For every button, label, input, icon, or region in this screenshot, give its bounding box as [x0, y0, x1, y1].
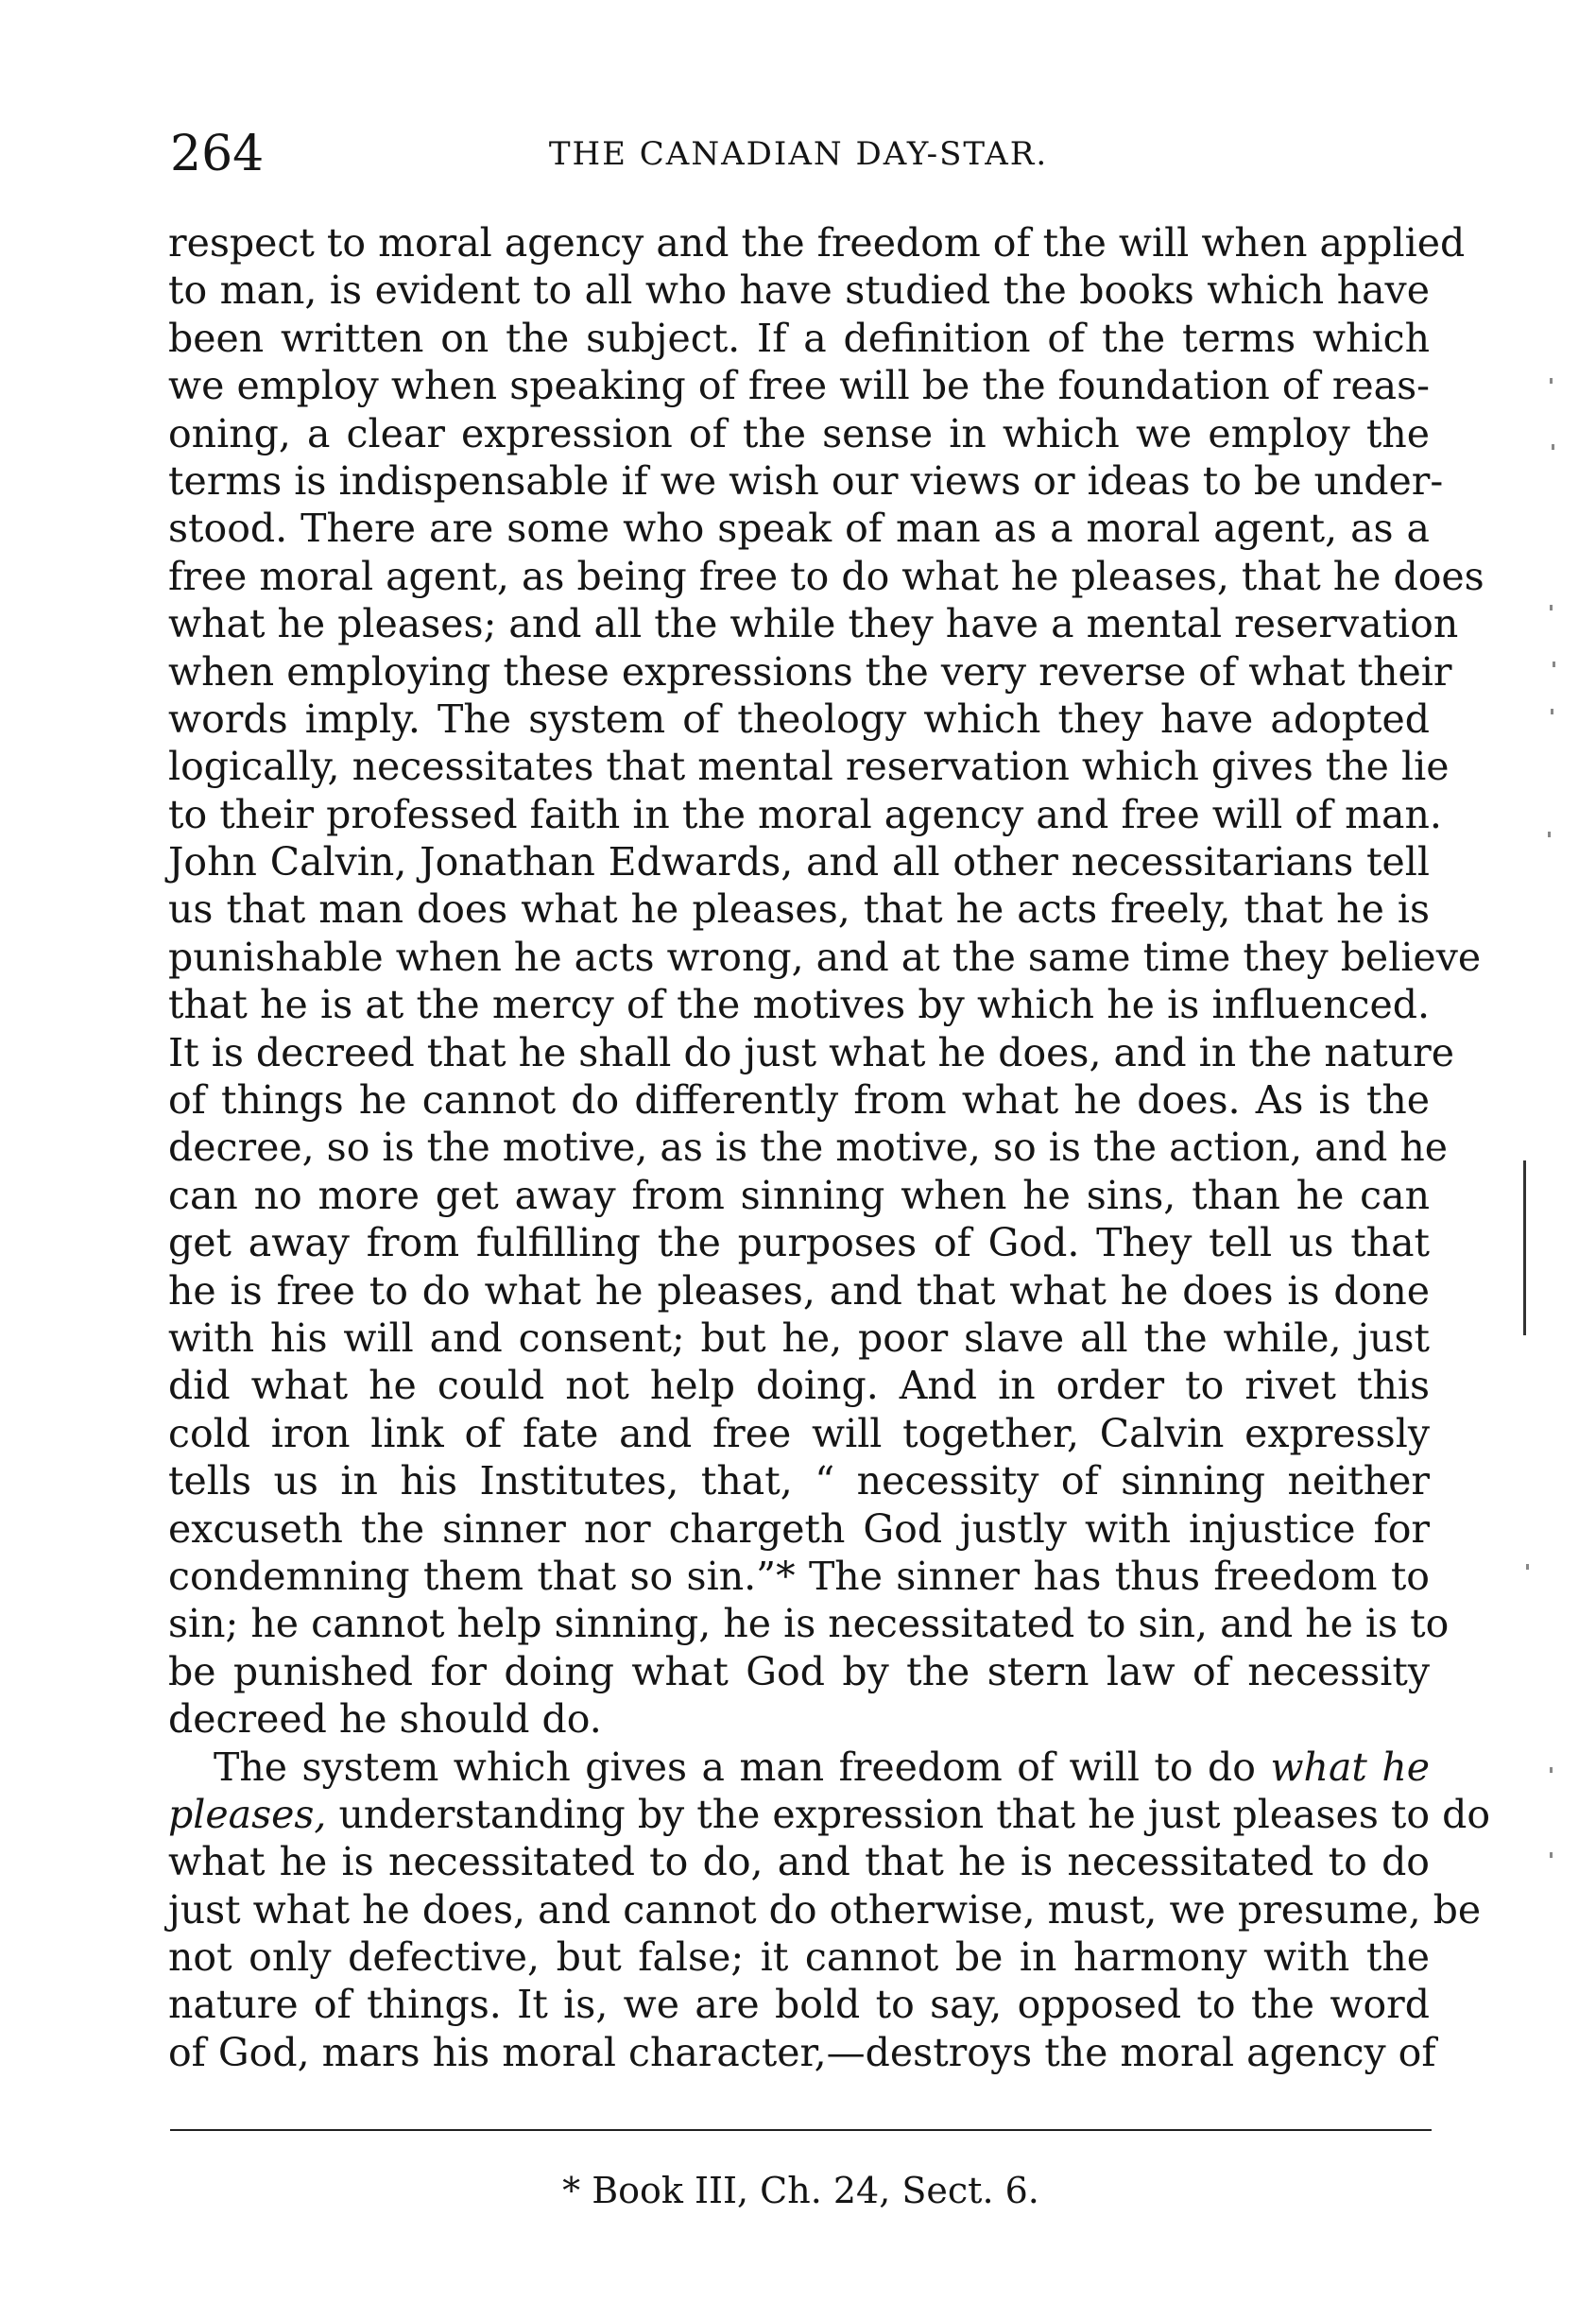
margin-mark [1523, 1160, 1526, 1335]
running-head: THE CANADIAN DAY-STAR. [548, 135, 1049, 173]
text-line: cold iron link of fate and free will together, Calvin expressly [168, 1410, 1430, 1456]
margin-speck [1550, 1852, 1553, 1858]
body-text [168, 219, 1491, 2076]
text-line: what he is necessitated to do, and that he is necessitated to do [168, 1839, 1430, 1885]
text-line: stood. There are some who speak of man as a moral agent, as a [168, 506, 1430, 552]
margin-speck [1550, 605, 1553, 610]
margin-speck [1526, 1564, 1529, 1570]
footnote-divider [170, 2129, 1432, 2131]
text-line: decree, so is the motive, as is the motive, so is the action, and he [168, 1125, 1449, 1171]
text-line: excuseth the sinner nor chargeth God justly with injustice for [168, 1505, 1430, 1552]
text-line: nature of things. It is, we are bold to say, opposed to the word [168, 1982, 1430, 2028]
italic-run: what he [1270, 1744, 1430, 1790]
paragraph-first-line [168, 1744, 1430, 1791]
text-line: tells us in his Institutes, that, “ necessity of sinning neither [168, 1458, 1430, 1504]
margin-speck [1550, 378, 1553, 384]
text-line: oning, a clear expression of the sense in which we employ the [168, 410, 1430, 456]
footnote: * Book III, Ch. 24, Sect. 6. [562, 2170, 1039, 2211]
text-line: us that man does what he pleases, that he acts freely, that he is [168, 886, 1430, 933]
text-line: of God, mars his moral character,—destroys the moral agency of [168, 2029, 1436, 2075]
text-line: John Calvin, Jonathan Edwards, and all other necessitarians tell [168, 839, 1430, 885]
text-line: be punished for doing what God by the stern law of necessity [168, 1648, 1430, 1694]
text-line: when employing these expressions the very reverse of what their [168, 648, 1452, 695]
text-line: just what he does, and cannot do otherwise, must, we presume, be [168, 1886, 1482, 1933]
text-line: punishable when he acts wrong, and at the same time they believe [168, 934, 1482, 980]
text-line: logically, necessitates that mental reservation which gives the lie [168, 744, 1450, 790]
text-line: of things he cannot do differently from what he does. As is the [168, 1077, 1430, 1124]
page-header [170, 121, 1427, 187]
text-line: we employ when speaking of free will be the foundation of reas- [168, 363, 1430, 409]
text-line: with his will and consent; but he, poor slave all the while, just [168, 1315, 1430, 1361]
margin-speck [1551, 709, 1553, 714]
margin-speck [1553, 662, 1555, 667]
text-line: decreed he should do. [168, 1696, 602, 1743]
text-line: free moral agent, as being free to do what he pleases, that he does [168, 553, 1484, 599]
text-line: he is free to do what he pleases, and that what he does is done [168, 1267, 1430, 1314]
text-line: sin; he cannot help sinning, he is necessitated to sin, and he is to [168, 1601, 1450, 1647]
text-line: can no more get away from sinning when he sins, than he can [168, 1172, 1430, 1218]
text-line [168, 1791, 1491, 1838]
text-line: been written on the subject. If a definition of the terms which [168, 315, 1430, 361]
text-line: words imply. The system of theology which they have adopted [168, 696, 1430, 742]
text-line: to man, is evident to all who have studied the books which have [168, 267, 1430, 314]
text-line: condemning them that so sin.”* The sinner has thus freedom to [168, 1553, 1430, 1599]
text-line: what he pleases; and all the while they have a mental reservation [168, 601, 1459, 647]
text-line: did what he could not help doing. And in order to rivet this [168, 1363, 1430, 1409]
text-line: that he is at the mercy of the motives by which he is influenced. [168, 982, 1430, 1028]
text-line: It is decreed that he shall do just what he does, and in the nature [168, 1029, 1454, 1075]
text-line: get away from fulfilling the purposes of God. They tell us that [168, 1220, 1430, 1266]
text-line: terms is indispensable if we wish our views or ideas to be under- [168, 457, 1444, 504]
text-line: not only defective, but false; it cannot be in harmony with the [168, 1934, 1430, 1981]
text-line: respect to moral agency and the freedom of the will when applied [168, 220, 1466, 266]
text-run: The system which gives a man freedom of will to do [214, 1744, 1271, 1790]
margin-speck [1548, 832, 1551, 837]
page-number: 264 [170, 126, 265, 182]
margin-speck [1552, 444, 1554, 450]
text-run: understanding by the expression that he just pleases to do [326, 1791, 1491, 1837]
text-line: to their professed faith in the moral agency and free will of man. [168, 791, 1442, 837]
margin-speck [1550, 1767, 1553, 1773]
italic-run: pleases, [168, 1791, 327, 1837]
